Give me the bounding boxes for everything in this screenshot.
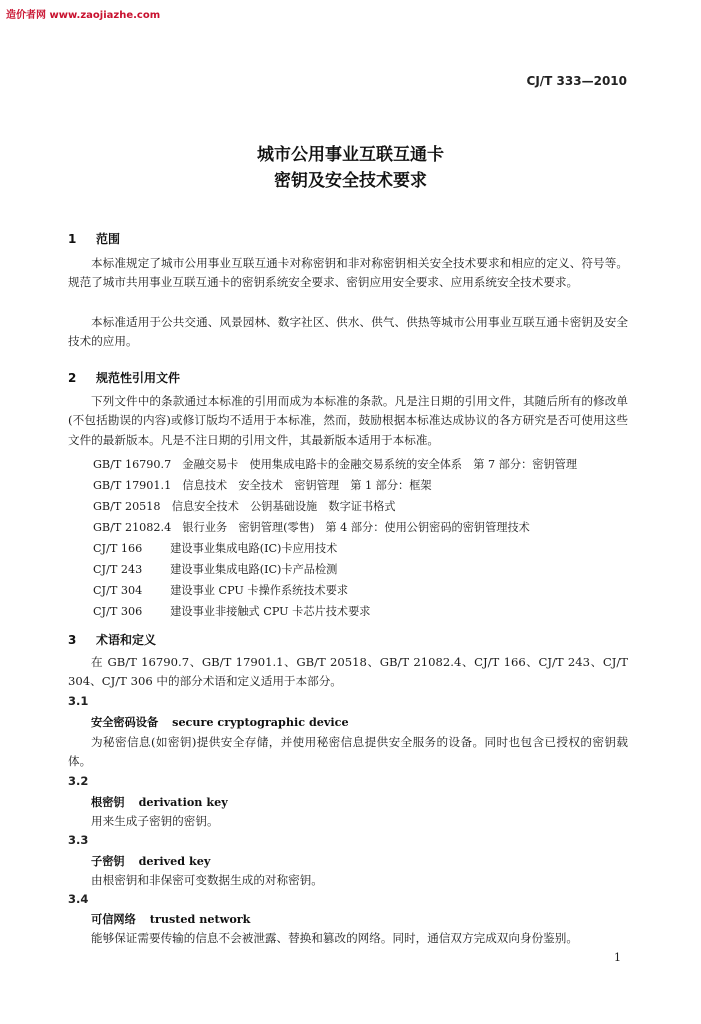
section-title: 规范性引用文件 bbox=[96, 371, 181, 385]
term-heading bbox=[91, 853, 210, 869]
term-heading bbox=[91, 911, 250, 927]
term-definition: 为秘密信息(如密钥)提供安全存储，并使用秘密信息提供安全服务的设备。同时也包含已授权的密钥载体。 bbox=[68, 735, 628, 769]
term-chinese: 可信网络 bbox=[91, 913, 136, 926]
section-heading-scope bbox=[68, 230, 120, 247]
reference-item bbox=[93, 540, 337, 556]
term-english: derivation key bbox=[138, 795, 228, 809]
page-number: 1 bbox=[614, 951, 621, 964]
term-chinese: 根密钥 bbox=[91, 796, 125, 809]
term-number: 3.2 bbox=[68, 774, 89, 788]
reference-code: CJ/T 166 bbox=[93, 542, 143, 555]
term-number: 3.4 bbox=[68, 892, 89, 906]
reference-title: 建设事业 CPU 卡操作系统技术要求 bbox=[170, 584, 349, 597]
section-number: 2 bbox=[68, 371, 77, 385]
reference-title: 建设事业集成电路(IC)卡应用技术 bbox=[170, 542, 338, 555]
section-number: 3 bbox=[68, 633, 77, 647]
reference-title: 银行业务 密钥管理(零售) 第 4 部分：使用公钥密码的密钥管理技术 bbox=[182, 521, 530, 534]
term-definition: 由根密钥和非保密可变数据生成的对称密钥。 bbox=[91, 873, 323, 887]
term-definition: 用来生成子密钥的密钥。 bbox=[91, 814, 219, 828]
section-heading-references bbox=[68, 369, 180, 386]
reference-item bbox=[93, 519, 530, 535]
reference-title: 建设事业集成电路(IC)卡产品检测 bbox=[170, 563, 338, 576]
reference-title: 建设事业非接触式 CPU 卡芯片技术要求 bbox=[170, 605, 371, 618]
reference-code: GB/T 20518 bbox=[93, 500, 161, 513]
reference-item bbox=[93, 477, 432, 493]
reference-code: GB/T 17901.1 bbox=[93, 479, 172, 492]
reference-title: 金融交易卡 使用集成电路卡的金融交易系统的安全体系 第 7 部分：密钥管理 bbox=[182, 458, 578, 471]
section-heading-terms bbox=[68, 631, 156, 648]
document-title-line-2: 密钥及安全技术要求 bbox=[274, 171, 427, 191]
standard-number: CJ/T 333—2010 bbox=[526, 74, 627, 88]
term-english: secure cryptographic device bbox=[172, 715, 349, 729]
terms-intro: 在 GB/T 16790.7、GB/T 17901.1、GB/T 20518、GB/T 21082.4、CJ/T 166、CJ/T 243、CJ/T 304、CJ/T 306 中的部分术语和定义适用于本部分。 bbox=[68, 655, 628, 689]
term-number: 3.1 bbox=[68, 694, 89, 708]
reference-code: GB/T 16790.7 bbox=[93, 458, 172, 471]
term-heading bbox=[91, 794, 228, 810]
site-watermark: 造价者网 www.zaojiazhe.com bbox=[6, 10, 161, 21]
term-definition: 能够保证需要传输的信息不会被泄露、替换和篡改的网络。同时，通信双方完成双向身份鉴别。 bbox=[91, 931, 578, 945]
reference-item bbox=[93, 561, 337, 577]
term-chinese: 安全密码设备 bbox=[91, 716, 159, 729]
reference-item bbox=[93, 456, 577, 472]
section-title: 范围 bbox=[96, 232, 121, 246]
scope-paragraph-2: 本标准适用于公共交通、风景园林、数字社区、供水、供气、供热等城市公用事业互联互通卡密钥及安全技术的应用。 bbox=[68, 315, 628, 349]
reference-item bbox=[93, 498, 396, 514]
term-english: trusted network bbox=[149, 912, 251, 926]
reference-code: CJ/T 304 bbox=[93, 584, 143, 597]
reference-code: CJ/T 243 bbox=[93, 563, 143, 576]
reference-item bbox=[93, 582, 348, 598]
section-title: 术语和定义 bbox=[96, 633, 157, 647]
reference-code: CJ/T 306 bbox=[93, 605, 143, 618]
reference-title: 信息安全技术 公钥基础设施 数字证书格式 bbox=[171, 500, 396, 513]
scope-paragraph-1: 本标准规定了城市公用事业互联互通卡对称密钥和非对称密钥相关安全技术要求和相应的定义、符号等。规范了城市共用事业互联互通卡的密钥系统安全要求、密钥应用安全要求、应用系统安全技术要求。 bbox=[68, 256, 628, 290]
reference-item bbox=[93, 603, 370, 619]
term-heading bbox=[91, 714, 349, 730]
document-title-line-1: 城市公用事业互联互通卡 bbox=[257, 145, 444, 165]
reference-code: GB/T 21082.4 bbox=[93, 521, 172, 534]
section-number: 1 bbox=[68, 232, 77, 246]
term-number: 3.3 bbox=[68, 833, 89, 847]
reference-title: 信息技术 安全技术 密钥管理 第 1 部分：框架 bbox=[182, 479, 432, 492]
term-chinese: 子密钥 bbox=[91, 855, 125, 868]
references-intro: 下列文件中的条款通过本标准的引用而成为本标准的条款。凡是注日期的引用文件，其随后所有的修改单(不包括勘误的内容)或修订版均不适用于本标准，然而，鼓励根据本标准达成协议的各方研究是否可使用这些文件的最新版本。凡是不注日期的引用文件，其最新版本适用于本标准。 bbox=[68, 394, 628, 447]
term-english: derived key bbox=[138, 854, 211, 868]
